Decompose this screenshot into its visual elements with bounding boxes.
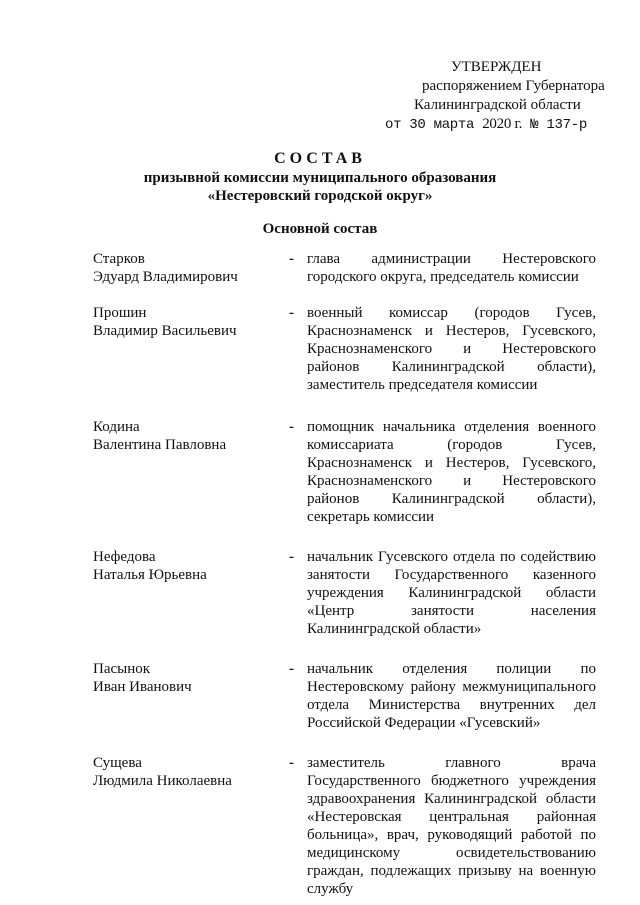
document-title: СОСТАВ xyxy=(274,150,366,167)
member-surname: Нефедова xyxy=(93,549,156,565)
document-subtitle-2: «Нестеровский городской округ» xyxy=(207,188,433,204)
section-heading: Основной состав xyxy=(262,221,378,237)
member-dash: - xyxy=(289,661,294,677)
member-surname: Пасынок xyxy=(93,661,151,677)
approval-title: УТВЕРЖДЕН xyxy=(451,59,542,75)
approval-year: 2020 г. xyxy=(482,116,523,132)
member-given-names: Владимир Васильевич xyxy=(93,323,237,339)
member-dash: - xyxy=(289,549,294,565)
approval-date: от 30 марта xyxy=(385,117,475,133)
member-name xyxy=(93,660,289,732)
member-row xyxy=(93,250,603,286)
member-surname: Прошин xyxy=(93,305,147,321)
member-surname: Старков xyxy=(93,251,145,267)
member-row xyxy=(93,754,603,898)
member-row xyxy=(93,548,603,638)
member-row xyxy=(93,660,603,732)
member-surname: Сущева xyxy=(93,755,142,771)
member-name xyxy=(93,304,289,394)
member-dash: - xyxy=(289,755,294,771)
member-row xyxy=(93,418,603,526)
member-role: начальник отделения полиции по Нестеровскому району межмуниципального отдела Министерства внутренних дел Российской Федерации «Гусевский» xyxy=(307,661,596,731)
member-name xyxy=(93,754,289,898)
member-role: глава администрации Нестеровского городского округа, председатель комиссии xyxy=(307,251,596,285)
member-name xyxy=(93,250,289,286)
member-role: помощник начальника отделения военного комиссариата (городов Гусев, Краснознаменск и Нестеров, Гусевского, Краснознаменского и Нестеровского районов Калининградской области), секретарь комиссии xyxy=(307,419,596,525)
approval-date-number xyxy=(385,115,625,135)
approval-stamp xyxy=(385,58,625,135)
members-list xyxy=(93,250,603,898)
member-given-names: Эдуард Владимирович xyxy=(93,269,238,285)
member-surname: Кодина xyxy=(93,419,140,435)
approval-number: № 137-р xyxy=(530,117,587,133)
member-row xyxy=(93,304,603,394)
member-name xyxy=(93,418,289,526)
member-name xyxy=(93,548,289,638)
member-dash: - xyxy=(289,251,294,267)
member-role: военный комиссар (городов Гусев, Краснознаменск и Нестеров, Гусевского, Краснознаменского и Нестеровского районов Калининградской области), заместитель председателя комиссии xyxy=(307,305,596,393)
document-subtitle-1: призывной комиссии муниципального образования xyxy=(143,170,497,186)
member-role: начальник Гусевского отдела по содействию занятости Государственного казенного учреждения Калининградской области «Центр занятости населения Калининградской области» xyxy=(307,549,596,637)
approval-line-region: Калининградской области xyxy=(414,97,581,113)
member-given-names: Наталья Юрьевна xyxy=(93,567,207,583)
member-dash: - xyxy=(289,419,294,435)
approval-line-governor: распоряжением Губернатора xyxy=(422,78,605,94)
member-given-names: Иван Иванович xyxy=(93,679,192,695)
member-given-names: Людмила Николаевна xyxy=(93,773,232,789)
member-given-names: Валентина Павловна xyxy=(93,437,227,453)
member-dash: - xyxy=(289,305,294,321)
member-role: заместитель главного врача Государственного бюджетного учреждения здравоохранения Калининградской области «Нестеровская центральная районная больница», врач, руководящий работой по медицинскому освидетельствованию граждан, подлежащих призыву на военную службу xyxy=(307,755,596,897)
